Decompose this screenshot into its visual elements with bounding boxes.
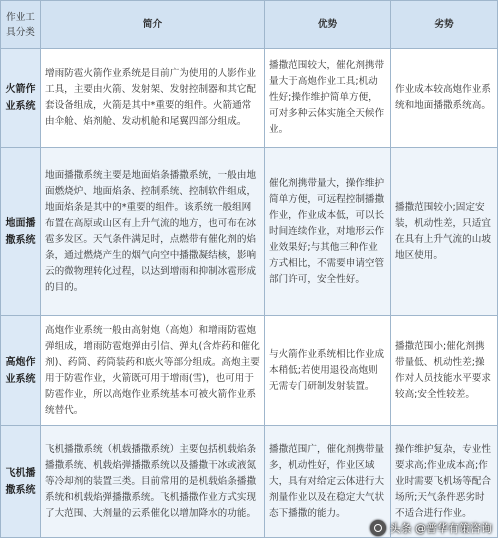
table-header-row: [1, 1, 498, 49]
row-advantage: 播撒范围较大，催化剂携带量大于高炮作业工具;机动性好;操作维护简单方便，可对多种云体实施全天候作业。: [265, 49, 391, 148]
row-disadvantage: 播撒范围小;催化剂携带量低、机动性差;操作对人员技能水平要求较高;安全性较差。: [391, 316, 498, 426]
header-advantage: 优势: [265, 1, 391, 49]
row-intro: 地面播撒系统主要是地面焰条播撒系统，一般由地面燃烧炉、地面焰条、控制系统、控制软件组成，地面焰条是其中的*重要的组件。该系统一般组网布置在高原或山区有上升气流的地方，也可布在冰雹多发区。天气条件满足时，点燃带有催化剂的焰条，通过燃烧产生的烟气向空中播撒凝结核，影响云的微物理转化过程，以达到增雨和抑制冰雹形成的目的。: [41, 148, 265, 316]
row-type: 高炮作业系统: [1, 316, 41, 426]
table-row: [1, 148, 498, 316]
row-advantage: 播撒范围广，催化剂携带量多，机动性好，作业区域大，具有对给定云体进行大剂量作业以及在稳定大气状态下播撒的能力。: [265, 426, 391, 538]
watermark-text: 头条 @普华有策咨询: [389, 522, 492, 535]
header-type: 作业工具分类: [1, 1, 41, 49]
row-intro: 高炮作业系统一般由高射炮（高炮）和增雨防雹炮弹组成，增雨防雹炮弹由引信、弹丸(含炸药和催化剂)、药筒、药筒装药和底火等部分组成。高炮主要用于防雹作业，火箭既可用于增雨(雪)，也可用于防雹作业，所以高炮作业系统基本可被火箭作业系统替代。: [41, 316, 265, 426]
toutiao-logo-icon: [370, 520, 386, 536]
row-disadvantage: 操作维护复杂，专业性要求高;作业成本高;作业时需要飞机场等配合场所;天气条件恶劣时不适合进行作业。: [391, 426, 498, 538]
watermark: [370, 520, 493, 536]
row-intro: 飞机播撒系统（机载播撒系统）主要包括机载焰条播撒系统、机载焰弹播撒系统以及播撒干冰或液氮等冷却剂的装置三类。目前常用的是机载焰条播撒系统和机载焰弹播撒系统。飞机播撒作业方式实现了大范围、大剂量的云系催化以增加降水的功能。: [41, 426, 265, 538]
row-disadvantage: 播撒范围较小;固定安装，机动性差，只适宜在具有上升气流的山坡地区使用。: [391, 148, 498, 316]
table-row: [1, 316, 498, 426]
header-intro: 简介: [41, 1, 265, 49]
row-intro: 增雨防雹火箭作业系统是目前广为使用的人影作业工具，主要由火箭、发射架、发射控制器和其它配套设备组成，火箭是其中*重要的组件。火箭通常由伞舱、焰剂舱、发动机舱和尾翼四部分组成。: [41, 49, 265, 148]
table-row: [1, 49, 498, 148]
header-disadvantage: 劣势: [391, 1, 498, 49]
row-advantage: 与火箭作业系统相比作业成本稍低;若使用退役高炮则无需专门研制发射装置。: [265, 316, 391, 426]
row-type: 地面播撒系统: [1, 148, 41, 316]
row-advantage: 催化剂携带量大，操作维护简单方便，可远程控制播撒作业，作业成本低，可以长时间连续作业，对地形云作业效果好;与其他三种作业方式相比，不需要申请空管部门许可，安全性好。: [265, 148, 391, 316]
row-type: 火箭作业系统: [1, 49, 41, 148]
row-disadvantage: 作业成本较高炮作业系统和地面播撒系统高。: [391, 49, 498, 148]
row-type: 飞机播撒系统: [1, 426, 41, 538]
